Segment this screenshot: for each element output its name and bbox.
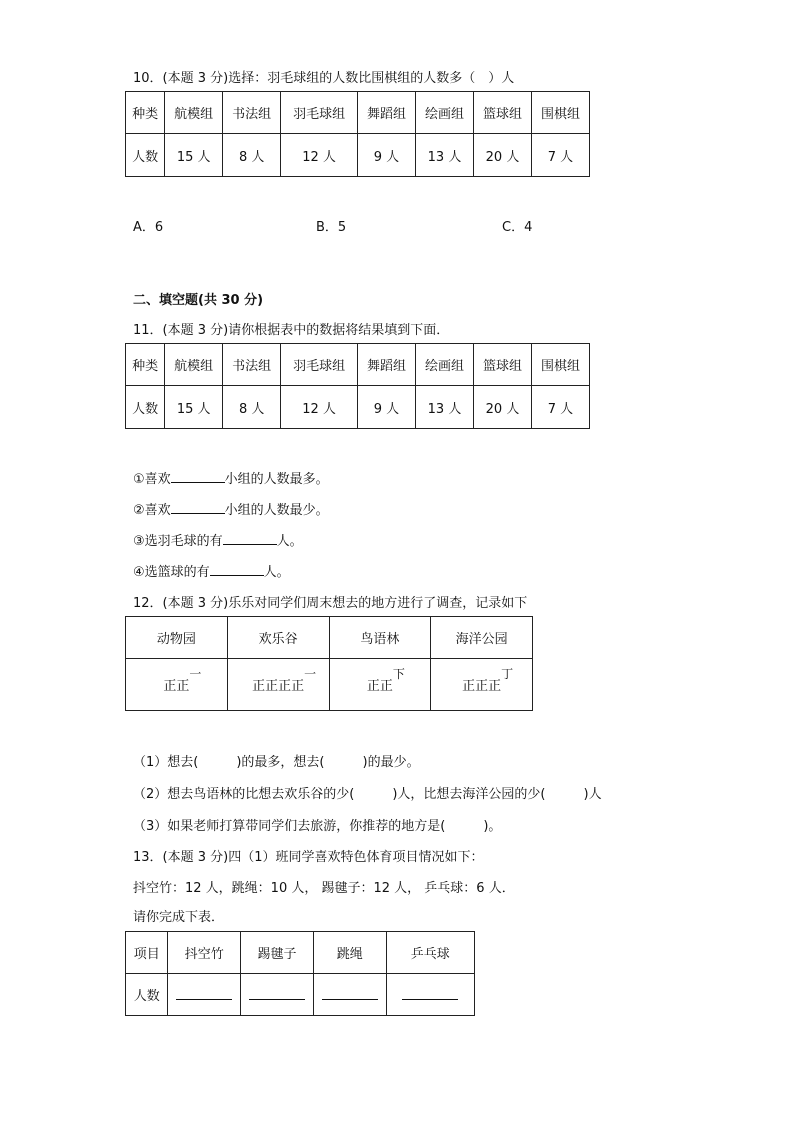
q11-cell: 15 人 [165, 386, 223, 429]
q12-sub3-part: )。 [483, 819, 502, 834]
q11-header: 围棋组 [531, 344, 589, 386]
q11-cell: 8 人 [223, 386, 281, 429]
q12-sub1 [133, 751, 420, 770]
q10-option-a[interactable]: A．6 [133, 220, 164, 235]
tally-partial: 丁 [501, 667, 514, 681]
q12-table [125, 616, 533, 711]
q11-header: 绘画组 [415, 344, 473, 386]
section-title: 二、填空题(共 30 分) [133, 293, 264, 308]
tally-marks: 正正正 [462, 679, 502, 694]
q11-item-4 [133, 561, 290, 580]
q10-table [125, 91, 590, 177]
answer-blank[interactable] [249, 985, 305, 1000]
q13-header: 乒乓球 [386, 932, 474, 974]
q13-header: 跳绳 [313, 932, 386, 974]
q10-cell: 15 人 [165, 134, 223, 177]
q13-data-line: 抖空竹：12 人，跳绳：10 人， 踢毽子：12 人， 乒乓球：6 人． [133, 881, 515, 896]
q12-header: 鸟语林 [329, 617, 431, 659]
q13-instruction: 请你完成下表． [133, 910, 225, 925]
q11-header: 舞蹈组 [357, 344, 415, 386]
answer-blank[interactable] [402, 985, 458, 1000]
q12-header: 欢乐谷 [227, 617, 329, 659]
q10-header: 篮球组 [473, 92, 531, 134]
answer-blank[interactable] [322, 985, 378, 1000]
q12-tally-cell [126, 659, 228, 711]
q13-header: 踢毽子 [241, 932, 314, 974]
q10-cell: 7 人 [531, 134, 589, 177]
q12-header: 海洋公园 [431, 617, 533, 659]
q11-item-prefix: ④选篮球的有 [133, 565, 210, 580]
q13-answer-cell [313, 974, 386, 1016]
q12-sub1-part: )的最多，想去( [236, 755, 325, 770]
q11-item-prefix: ②喜欢 [133, 503, 171, 518]
q11-cell: 7 人 [531, 386, 589, 429]
q13-header: 抖空竹 [168, 932, 241, 974]
q11-cell: 9 人 [357, 386, 415, 429]
q10-header: 舞蹈组 [357, 92, 415, 134]
q11-item-2 [133, 499, 329, 518]
q12-tally-cell [431, 659, 533, 711]
q11-item-prefix: ③选羽毛球的有 [133, 534, 223, 549]
q10-option-c[interactable]: C．4 [502, 220, 533, 235]
q11-item-suffix: 人。 [276, 534, 303, 549]
answer-blank[interactable] [210, 561, 264, 576]
q11-item-suffix: 小组的人数最少。 [224, 503, 329, 518]
q12-sub2-part: )人 [583, 787, 602, 802]
q12-text: 12．(本题 3 分)乐乐对同学们周末想去的地方进行了调查，记录如下 [133, 596, 528, 611]
q10-cell: 9 人 [357, 134, 415, 177]
q11-item-prefix: ①喜欢 [133, 472, 171, 487]
tally-marks: 正正正正 [252, 679, 305, 694]
q10-header: 绘画组 [415, 92, 473, 134]
q10-option-b[interactable]: B．5 [316, 220, 347, 235]
q11-text: 11．(本题 3 分)请你根据表中的数据将结果填到下面． [133, 323, 450, 338]
q10-cell: 13 人 [415, 134, 473, 177]
tally-partial: 一 [304, 667, 317, 681]
q11-item-suffix: 人。 [263, 565, 290, 580]
q11-cell: 人数 [126, 386, 165, 429]
q11-header: 种类 [126, 344, 165, 386]
q13-header: 项目 [126, 932, 168, 974]
q10-cell: 20 人 [473, 134, 531, 177]
q12-sub2-part: )人，比想去海洋公园的少( [392, 787, 546, 802]
q10-cell: 8 人 [223, 134, 281, 177]
tally-partial: 下 [392, 667, 405, 681]
q11-item-suffix: 小组的人数最多。 [224, 472, 329, 487]
q11-item-1 [133, 468, 329, 487]
q12-tally-cell [227, 659, 329, 711]
q10-text: 10．(本题 3 分)选择：羽毛球组的人数比围棋组的人数多（ ）人 [133, 71, 515, 86]
tally-marks: 正正 [366, 679, 393, 694]
answer-blank[interactable] [171, 499, 225, 514]
answer-blank[interactable] [171, 468, 225, 483]
q13-answer-cell [386, 974, 474, 1016]
q10-header: 书法组 [223, 92, 281, 134]
q10-header: 种类 [126, 92, 165, 134]
q11-header: 书法组 [223, 344, 281, 386]
answer-blank[interactable] [176, 985, 232, 1000]
tally-marks: 正正 [163, 679, 190, 694]
q12-sub3 [133, 815, 501, 834]
q11-table [125, 343, 590, 429]
q13-answer-cell [168, 974, 241, 1016]
q12-sub3-part: （3）如果老师打算带同学们去旅游，你推荐的地方是( [133, 819, 446, 834]
q11-header: 羽毛球组 [281, 344, 358, 386]
q13-row-label: 人数 [126, 974, 168, 1016]
q10-header: 羽毛球组 [281, 92, 358, 134]
q10-header: 航模组 [165, 92, 223, 134]
q10-cell: 12 人 [281, 134, 358, 177]
q12-header: 动物园 [126, 617, 228, 659]
q13-table [125, 931, 475, 1016]
q10-header: 围棋组 [531, 92, 589, 134]
q12-sub1-part: （1）想去( [133, 755, 199, 770]
q11-cell: 13 人 [415, 386, 473, 429]
answer-blank[interactable] [223, 530, 277, 545]
q12-sub1-part: )的最少。 [362, 755, 420, 770]
q11-cell: 12 人 [281, 386, 358, 429]
q11-header: 航模组 [165, 344, 223, 386]
q12-sub2 [133, 783, 602, 802]
q12-sub2-part: （2）想去鸟语林的比想去欢乐谷的少( [133, 787, 355, 802]
q11-cell: 20 人 [473, 386, 531, 429]
q10-cell: 人数 [126, 134, 165, 177]
tally-partial: 一 [189, 667, 202, 681]
q12-tally-cell [329, 659, 431, 711]
q13-text: 13．(本题 3 分)四（1）班同学喜欢特色体育项目情况如下： [133, 850, 484, 865]
q13-answer-cell [241, 974, 314, 1016]
q11-item-3 [133, 530, 303, 549]
q11-header: 篮球组 [473, 344, 531, 386]
